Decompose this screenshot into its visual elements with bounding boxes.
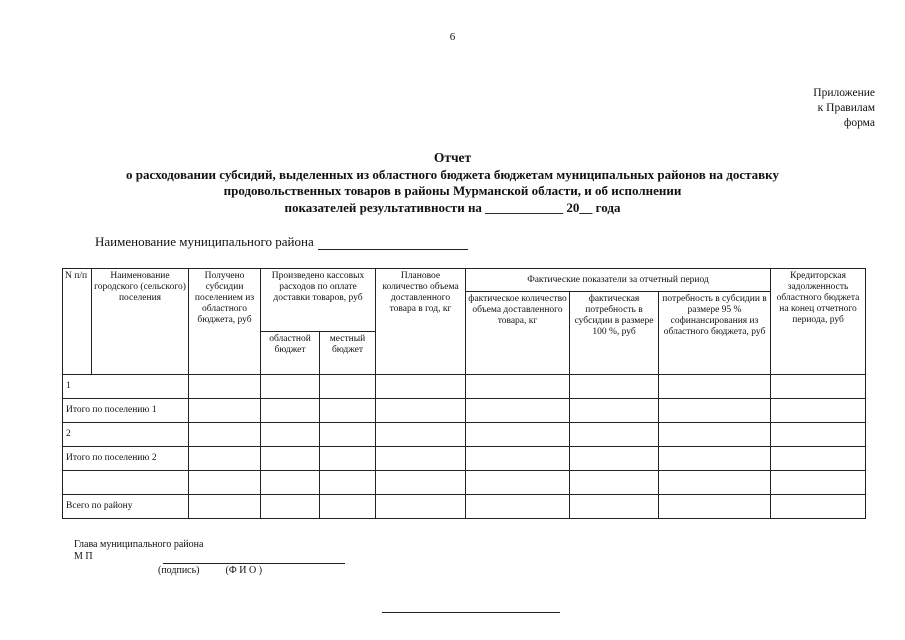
table-cell[interactable]: [189, 495, 261, 519]
table-cell[interactable]: [261, 471, 320, 495]
header-expenses: Произведено кассовых расходов по оплате доставки товаров, руб: [261, 269, 376, 332]
signature-line: [163, 563, 345, 564]
header-actual-need100: фактическая потребность в субсидии в размере 100 %, руб: [570, 292, 659, 375]
header-received: Получено субсидии поселением из областного бюджета, руб: [189, 269, 261, 375]
table-cell[interactable]: [466, 375, 570, 399]
header-settlement: Наименование городского (сельского) поселения: [92, 269, 189, 375]
signature-title: Глава муниципального района: [74, 539, 204, 550]
district-field: [95, 234, 468, 250]
table-cell[interactable]: [189, 375, 261, 399]
table-row: [63, 375, 866, 399]
page-number: 6: [449, 31, 456, 43]
table-row: [63, 399, 866, 423]
table-cell[interactable]: [189, 447, 261, 471]
table-cell[interactable]: [659, 471, 771, 495]
header-debt: Кредиторская задолженность областного бюджета на конец отчетного периода, руб: [771, 269, 866, 375]
table-cell[interactable]: [570, 423, 659, 447]
table-cell[interactable]: [659, 375, 771, 399]
title-line-2: продовольственных товаров в районы Мурманской области, и об исполнении: [223, 183, 682, 198]
signature-caption-fio: (Ф И О ): [225, 565, 263, 576]
table-cell[interactable]: [376, 375, 466, 399]
table-cell[interactable]: [376, 423, 466, 447]
table-cell[interactable]: [771, 375, 866, 399]
table-cell[interactable]: [261, 375, 320, 399]
table-cell[interactable]: [466, 423, 570, 447]
signature-block: [74, 539, 203, 563]
appendix-line-2: к Правилам: [817, 102, 875, 114]
table-cell[interactable]: [659, 399, 771, 423]
table-cell[interactable]: [189, 471, 261, 495]
table-cell[interactable]: [320, 471, 376, 495]
title-main: Отчет: [433, 150, 472, 165]
table-cell[interactable]: [376, 399, 466, 423]
appendix-note: [813, 86, 875, 131]
appendix-line-1: Приложение: [813, 87, 875, 99]
appendix-line-3: форма: [843, 117, 875, 129]
district-blank-line: [318, 236, 468, 250]
signature-caption: [158, 565, 262, 576]
table-row: [63, 471, 866, 495]
table-cell[interactable]: [261, 495, 320, 519]
footer-divider: [382, 612, 560, 613]
table-cell[interactable]: [189, 399, 261, 423]
table-cell[interactable]: [261, 399, 320, 423]
header-num: N п/п: [63, 269, 92, 375]
table-body: [63, 375, 866, 519]
title-line-3: показателей результативности на ____________ 20__ года: [284, 199, 621, 215]
row-label: [63, 471, 189, 495]
report-table: [62, 268, 866, 519]
table-cell[interactable]: [466, 447, 570, 471]
table-cell[interactable]: [189, 423, 261, 447]
table-cell[interactable]: [771, 447, 866, 471]
table-cell[interactable]: [320, 447, 376, 471]
row-label: Всего по району: [63, 495, 189, 519]
signature-caption-podpis: (подпись): [158, 565, 200, 576]
row-label: 1: [63, 375, 189, 399]
table-cell[interactable]: [659, 495, 771, 519]
header-actual: Фактические показатели за отчетный период: [466, 269, 771, 292]
title-line-1: о расходовании субсидий, выделенных из областного бюджета бюджетам муниципальных районов на доставку: [126, 166, 779, 182]
table-cell[interactable]: [466, 471, 570, 495]
table-cell[interactable]: [320, 375, 376, 399]
table-cell[interactable]: [570, 495, 659, 519]
table-cell[interactable]: [320, 495, 376, 519]
table-row: [63, 495, 866, 519]
header-actual-need95: потребность в субсидии в размере 95 % софинансирования из областного бюджета, руб: [659, 292, 771, 375]
table-cell[interactable]: [570, 399, 659, 423]
row-label: Итого по поселению 1: [63, 399, 189, 423]
table-cell[interactable]: [376, 495, 466, 519]
table-cell[interactable]: [261, 423, 320, 447]
table-cell[interactable]: [466, 399, 570, 423]
header-expenses-local: местный бюджет: [320, 332, 376, 375]
table-cell[interactable]: [261, 447, 320, 471]
stamp-mark: М П: [74, 551, 93, 562]
table-cell[interactable]: [320, 399, 376, 423]
report-title: [0, 150, 905, 216]
table-cell[interactable]: [771, 423, 866, 447]
table-row: [63, 447, 866, 471]
district-label: Наименование муниципального района: [95, 234, 314, 249]
table-cell[interactable]: [771, 495, 866, 519]
table-cell[interactable]: [320, 423, 376, 447]
table-cell[interactable]: [659, 447, 771, 471]
table-cell[interactable]: [570, 447, 659, 471]
table-row: [63, 423, 866, 447]
header-expenses-regional: областной бюджет: [261, 332, 320, 375]
table-cell[interactable]: [659, 423, 771, 447]
header-actual-volume: фактическое количество объема доставленного товара, кг: [466, 292, 570, 375]
table-cell[interactable]: [771, 471, 866, 495]
table-cell[interactable]: [466, 495, 570, 519]
row-label: 2: [63, 423, 189, 447]
row-label: Итого по поселению 2: [63, 447, 189, 471]
table-cell[interactable]: [570, 375, 659, 399]
table-cell[interactable]: [771, 399, 866, 423]
header-planned: Плановое количество объема доставленного товара в год, кг: [376, 269, 466, 375]
table-cell[interactable]: [376, 471, 466, 495]
table-cell[interactable]: [376, 447, 466, 471]
table-cell[interactable]: [570, 471, 659, 495]
